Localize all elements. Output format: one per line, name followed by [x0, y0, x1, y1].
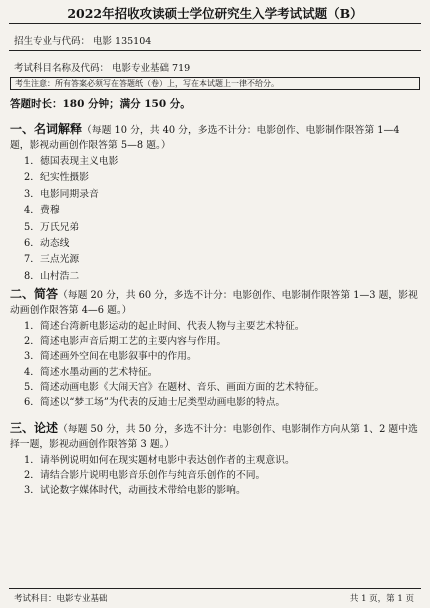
question-item: 5．简述动画电影《大闹天宫》在题材、音乐、画面方面的艺术特征。 — [24, 381, 325, 393]
question-item: 2．纪实性摄影 — [24, 172, 90, 184]
question-item: 1．请举例说明如何在现实题材电影中表达创作者的主观意识。 — [24, 455, 295, 466]
question-item: 4．简述水墨动画的艺术特征。 — [24, 366, 158, 378]
question-item: 1．简述台湾新电影运动的起止时间、代表人物与主要艺术特征。 — [24, 321, 305, 332]
major-code-line: 招生专业与代码： 电影 135104 — [14, 36, 152, 47]
exam-notice-box — [10, 77, 420, 90]
question-item: 3．电影同期录音 — [24, 188, 99, 200]
question-item: 2．请结合影片说明电影音乐创作与纯音乐创作的不同。 — [24, 470, 266, 482]
exam-title: 2022年招收攻读硕士学位研究生入学考试试题（B） — [67, 6, 363, 21]
section-short-answer — [10, 287, 422, 410]
question-item: 7．三点光源 — [24, 254, 80, 266]
major-divider — [9, 50, 421, 51]
section-instructions: （每题 20 分，共 60 分，多选不计分：电影创作、电影制作限答第 1—3 题，影视动画创作限答第 4—6 题。） — [10, 290, 418, 316]
section-title: 三、论述 — [10, 421, 59, 435]
question-item: 5．万氏兄弟 — [24, 221, 80, 233]
footer-divider — [9, 588, 421, 589]
footer-subject: 考试科目：电影专业基础 — [14, 594, 108, 604]
section-title: 一、名词解释 — [10, 122, 83, 136]
question-item: 8．山村浩二 — [24, 270, 80, 282]
title-divider — [9, 23, 421, 24]
section-title: 二、简答 — [10, 287, 59, 301]
exam-notice: 考生注意：所有答案必须写在答题纸（卷）上，写在本试题上一律不给分。 — [15, 79, 279, 88]
section-heading — [10, 421, 422, 452]
question-item: 3．试论数字媒体时代，动画技术带给电影的影响。 — [24, 485, 246, 497]
question-item: 3．简述画外空间在电影叙事中的作用。 — [24, 351, 197, 363]
question-item: 4．费穆 — [24, 205, 60, 217]
section-essay — [10, 421, 422, 499]
section-terms — [10, 122, 422, 285]
question-item: 6．简述以“梦工场”为代表的反迪士尼类型动画电影的特点。 — [24, 397, 286, 409]
section-heading — [10, 122, 422, 153]
section-heading — [10, 287, 422, 318]
question-item: 6．动态线 — [24, 238, 70, 250]
question-list — [10, 453, 422, 499]
subject-code-line: 考试科目名称及代码： 电影专业基础 719 — [14, 63, 191, 74]
question-item: 1．德国表现主义电影 — [24, 156, 119, 167]
section-instructions: （每题 10 分，共 40 分，多选不计分：电影创作、电影制作限答第 1—4 题，影视动画创作限答第 5—8 题。） — [10, 125, 400, 151]
footer-page-count: 共 1 页，第 1 页 — [349, 594, 414, 604]
question-list — [10, 154, 422, 285]
section-instructions: （每题 50 分，共 50 分，多选不计分：电影创作、电影制作方向从第 1、2 题中选择一题，影视动画创作限答第 3 题。） — [10, 424, 418, 450]
question-list — [10, 319, 422, 410]
question-item: 2．简述电影声音后期工艺的主要内容与作用。 — [24, 336, 227, 348]
time-and-score: 答题时长：180 分钟；满分 150 分。 — [10, 98, 191, 110]
